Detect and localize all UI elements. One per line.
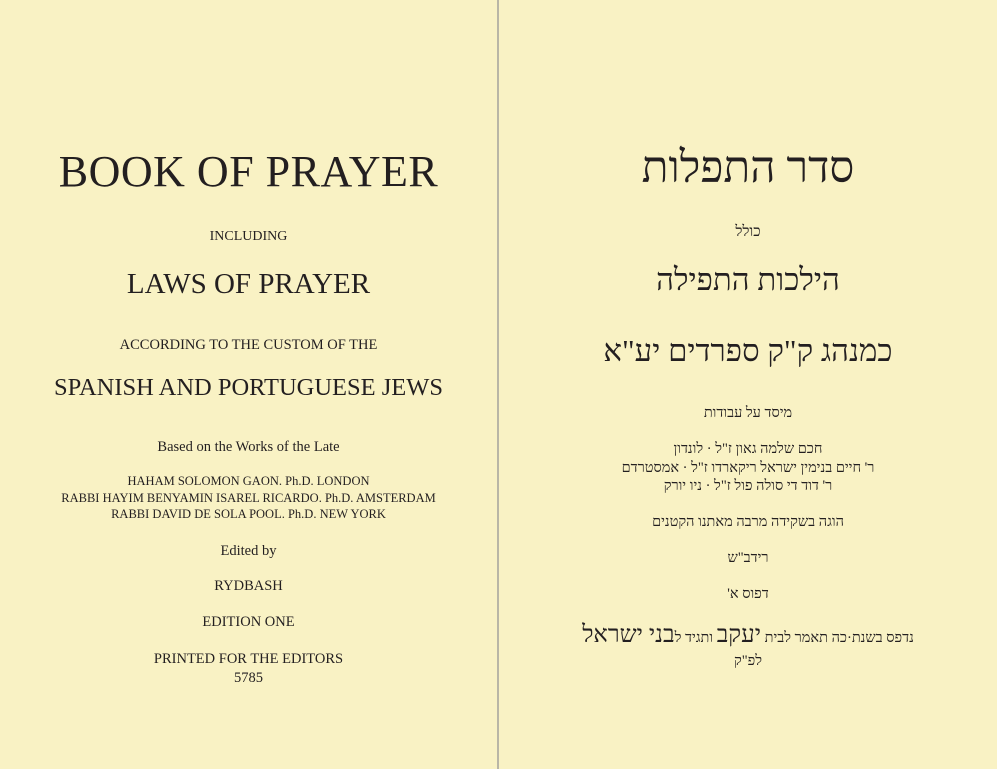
laws-subtitle: LAWS OF PRAYER <box>126 268 371 300</box>
hebrew-imprint <box>499 624 997 673</box>
author-line: RABBI HAYIM BENYAMIN ISAREL RICARDO. Ph.D. AMSTERDAM <box>61 490 436 505</box>
imprint-text: נדפס בשנת·כה תאמר לבית <box>761 630 914 646</box>
hebrew-editor-name: רידב"ש <box>727 550 769 566</box>
imprint-highlight: בני ישראל <box>582 622 675 648</box>
hebrew-author-line: ר' חיים בנימין ישראל ריקארדו ז"ל · אמסטרדם <box>621 459 875 476</box>
author-line: RABBI DAVID DE SOLA POOL. Ph.D. NEW YORK <box>111 507 386 521</box>
hebrew-laws-subtitle: הילכות התפילה <box>656 262 840 297</box>
hebrew-edition-label: דפוס א' <box>727 586 769 602</box>
edition-label: EDITION ONE <box>202 614 295 630</box>
year-line: 5785 <box>234 670 263 686</box>
hebrew-author-line: חכם שלמה גאון ז"ל · לונדון <box>673 441 823 457</box>
hebrew-based-on-line: מיסד על עבודות <box>703 405 793 421</box>
hebrew-book-title: סדר התפלות <box>641 143 855 192</box>
hebrew-authors-list <box>499 440 997 496</box>
authors-list <box>0 473 497 523</box>
edited-by-label: Edited by <box>220 543 277 559</box>
hebrew-author-line: ר' דוד די סולה פול ז"ל · ניו יורק <box>663 478 833 494</box>
including-label: INCLUDING <box>209 229 288 244</box>
english-title-page <box>0 0 497 769</box>
hebrew-proofread-line: הוגה בשקידה מרבה מאתנו הקטנים <box>652 514 844 530</box>
hebrew-custom-heading: כמנהג ק"ק ספרדים יע"א <box>603 333 893 368</box>
hebrew-title-page <box>499 0 997 769</box>
according-label: ACCORDING TO THE CUSTOM OF THE <box>119 337 378 353</box>
book-title: BOOK OF PRAYER <box>58 147 439 196</box>
printed-for-line: PRINTED FOR THE EDITORS <box>153 651 344 667</box>
imprint <box>0 650 497 688</box>
author-line: HAHAM SOLOMON GAON. Ph.D. LONDON <box>127 474 370 488</box>
hebrew-including-label: כולל <box>735 224 761 240</box>
imprint-highlight: יעקב <box>716 622 762 648</box>
community-heading: SPANISH AND PORTUGUESE JEWS <box>53 374 443 401</box>
editor-name: RYDBASH <box>214 578 283 594</box>
hebrew-printed-year-line <box>499 624 997 650</box>
based-on-line: Based on the Works of the Late <box>157 439 340 455</box>
hebrew-lifak-line: לפ"ק <box>733 653 763 669</box>
imprint-text: ותגיד ל <box>674 630 717 646</box>
